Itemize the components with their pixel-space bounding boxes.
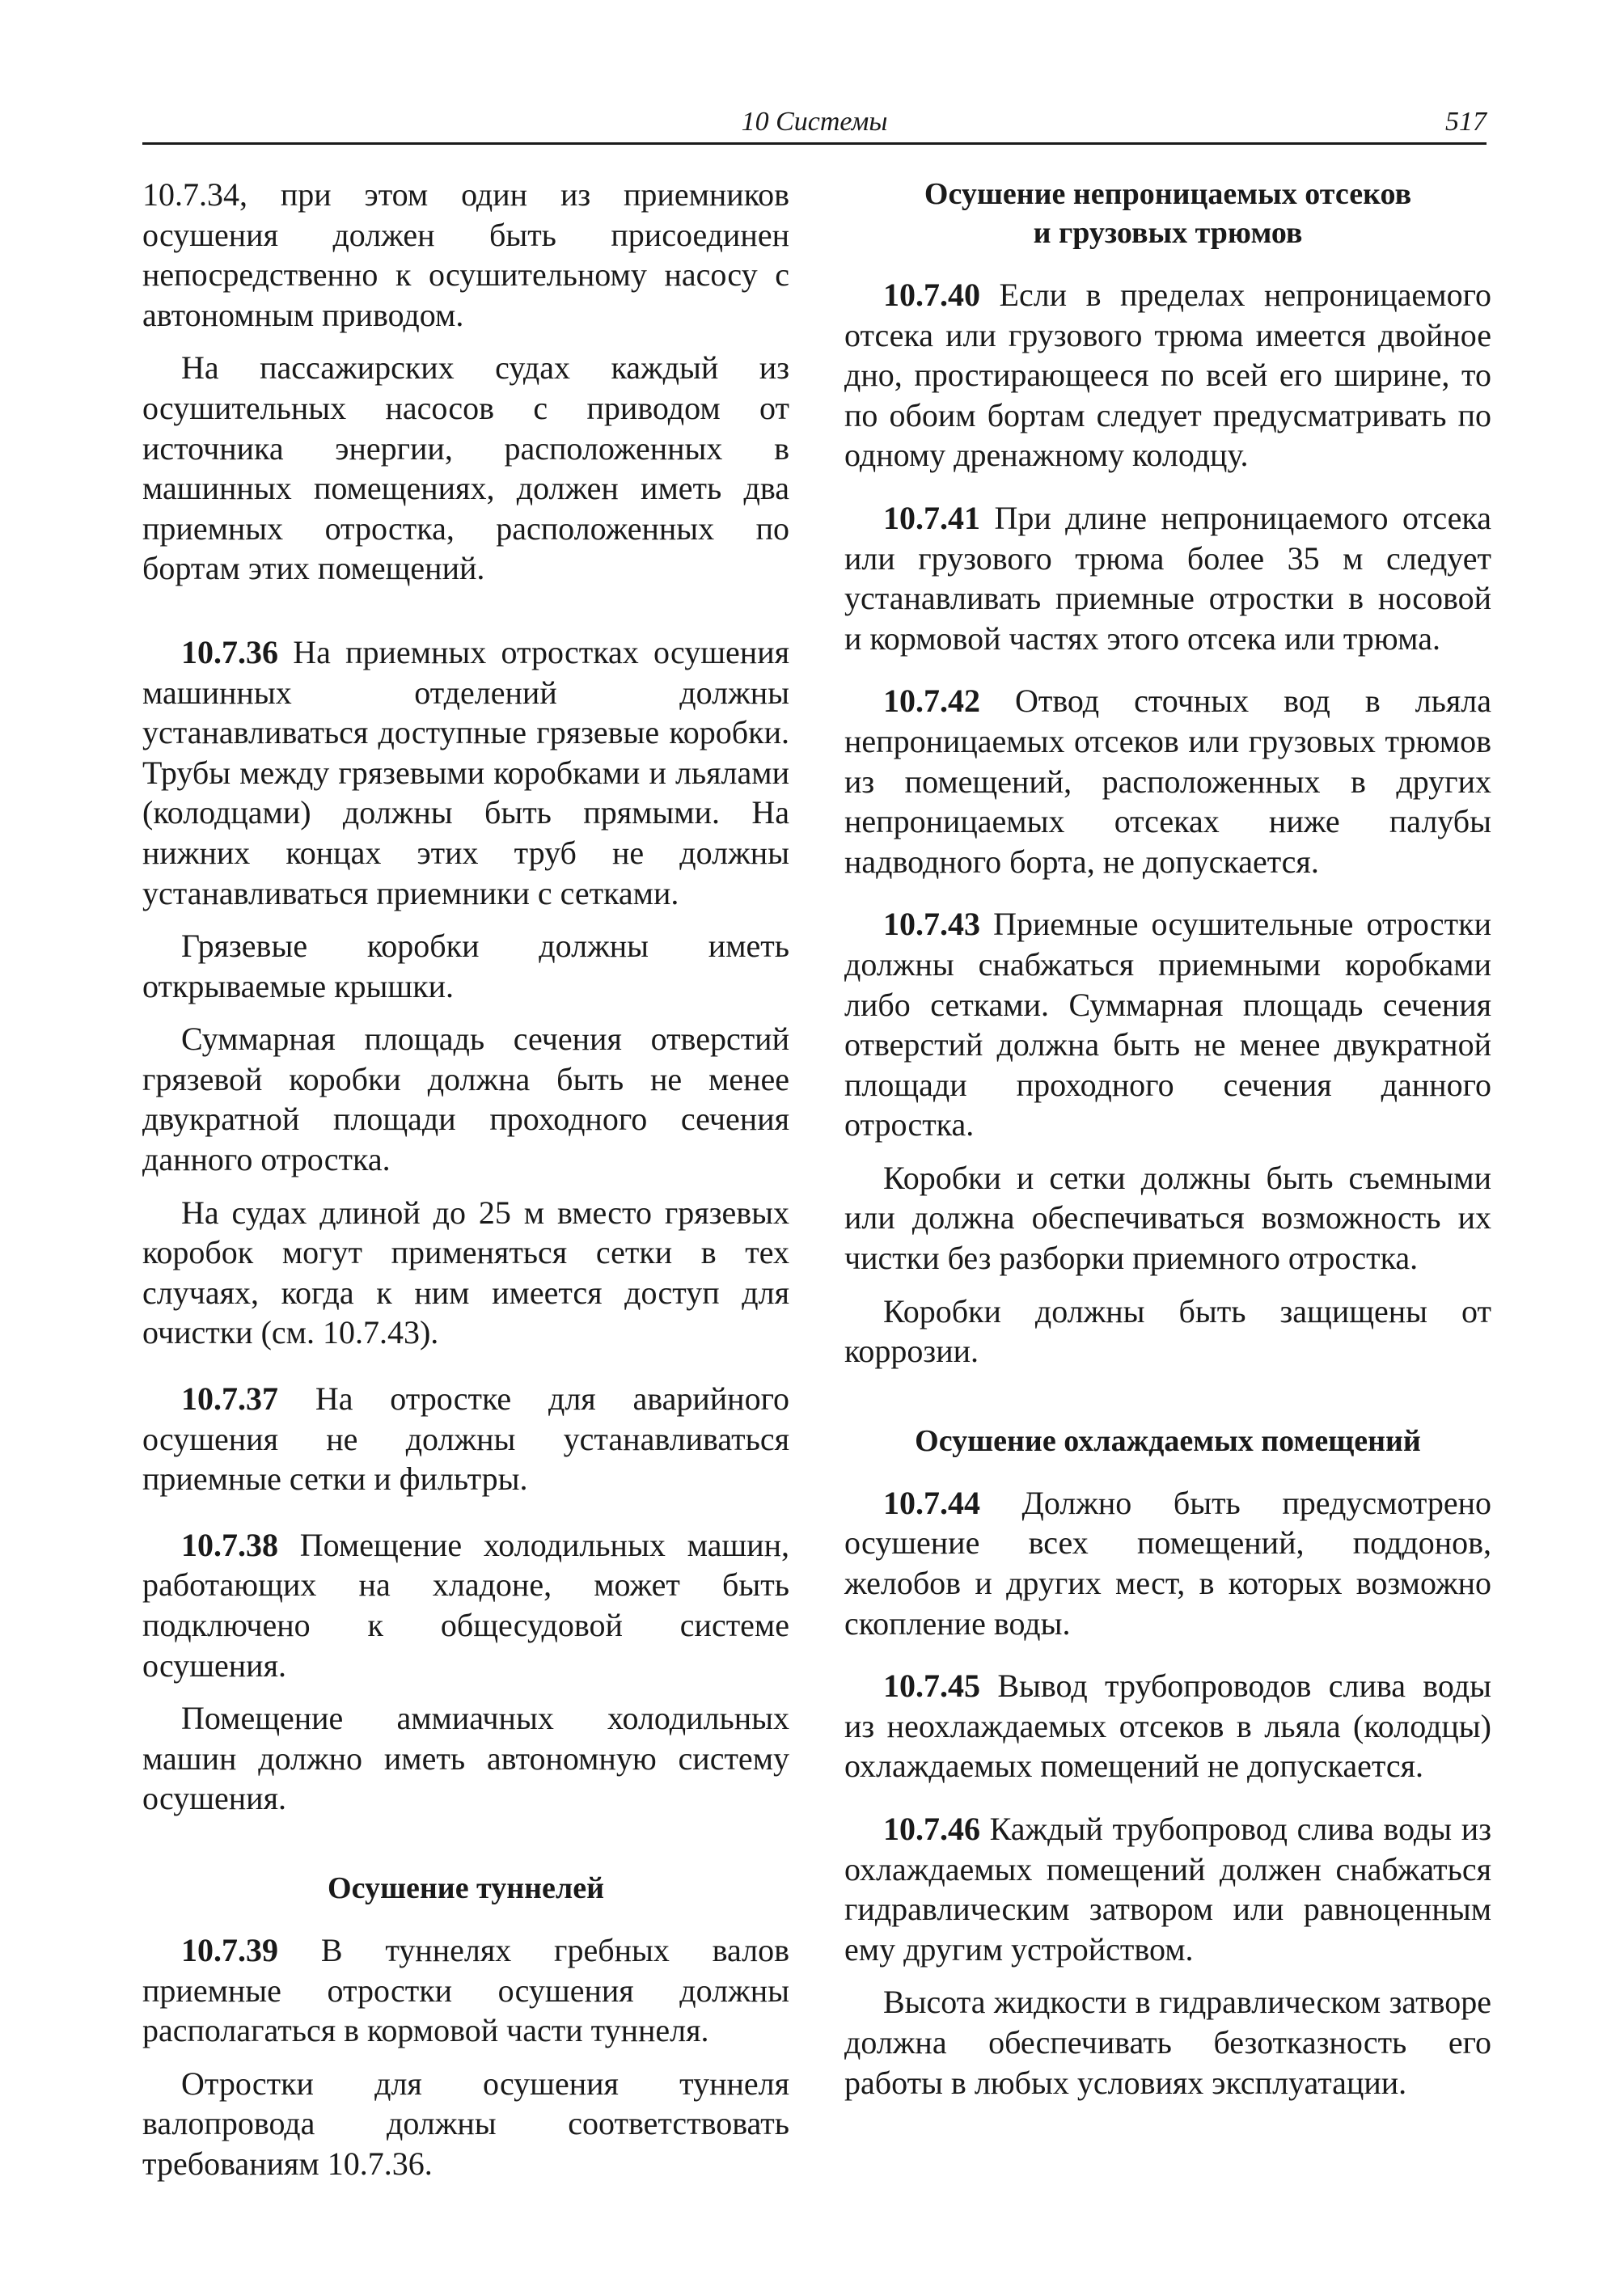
- paragraph: Высота жидкости в гидравлическом затворе должна обеспечивать безотказность его работы в любых условиях эксплуатации.: [844, 1984, 1491, 2101]
- clause-text: Отвод сточных вод в льяла непроницаемых отсеков или грузовых трюмов из помещений, расположенных в других непроницаемых отсеках ниже палубы надводного борта, не допускается.: [844, 683, 1491, 880]
- page-header: [142, 104, 1487, 145]
- clause-text: Если в пределах непроницаемого отсека или грузового трюма имеется двойное дно, простирающееся по всей его ширине, то по обоим бортам следует предусматривать по одному дренажному колодцу.: [844, 277, 1491, 474]
- clause-10-7-45: [844, 1666, 1491, 1786]
- clause-text: Вывод трубопроводов слива воды из неохлаждаемых отсеков в льяла (колодцы) охлаждаемых помещений не допускается.: [844, 1668, 1491, 1785]
- clause-text: Должно быть предусмотрено осушение всех помещений, поддонов, желобов и других мест, в которых возможно скопление воды.: [844, 1484, 1491, 1642]
- clause-10-7-36: [142, 632, 789, 913]
- clause-text: Каждый трубопровод слива воды из охлаждаемых помещений должен снабжаться гидравлическим затвором или равноценным ему другим устройством.: [844, 1811, 1491, 1968]
- clause-10-7-43: [844, 904, 1491, 1145]
- clause-number: 10.7.36: [181, 633, 278, 670]
- left-column: [142, 175, 789, 2197]
- heading-line: и грузовых трюмов: [1033, 216, 1303, 250]
- paragraph: Помещение аммиачных холодильных машин должно иметь автономную систему осушения.: [142, 1700, 789, 1817]
- section-heading-tunnels: Осушение туннелей: [328, 1870, 604, 1905]
- clause-10-7-40: [844, 275, 1491, 476]
- paragraph: Коробки и сетки должны быть съемными или должна обеспечиваться возможность их чистки без разборки приемного отростка.: [844, 1159, 1491, 1277]
- clause-number: 10.7.46: [883, 1811, 980, 1847]
- paragraph: Грязевые коробки должны иметь открываемые крышки.: [142, 928, 789, 1004]
- paragraph: Отростки для осушения туннеля валопровода должны соответствовать требованиям 10.7.36.: [142, 2065, 789, 2182]
- clause-10-7-41: [844, 498, 1491, 658]
- paragraph: Коробки должны быть защищены от коррозии.: [844, 1292, 1491, 1370]
- section-heading-compartments: [844, 175, 1491, 252]
- paragraph: На судах длиной до 25 м вместо грязевых коробок могут применяться сетки в тех случаях, когда к ним имеется доступ для очистки (см. 10.7.43).: [142, 1194, 789, 1351]
- clause-text: При длине непроницаемого отсека или грузового трюма более 35 м следует устанавливать приемные отростки в носовой и кормовой частях этого отсека или трюма.: [844, 499, 1491, 657]
- right-column: [844, 175, 1491, 2116]
- clause-number: 10.7.40: [883, 277, 980, 313]
- heading-line: Осушение непроницаемых отсеков: [924, 177, 1412, 211]
- section-heading-cooled: Осушение охлаждаемых помещений: [915, 1423, 1421, 1458]
- clause-10-7-46: [844, 1809, 1491, 1969]
- clause-number: 10.7.37: [181, 1380, 278, 1418]
- page-number: 517: [1445, 107, 1487, 137]
- clause-10-7-39: [142, 1930, 789, 2051]
- paragraph: На пассажирских судах каждый из осушительных насосов с приводом от источника энергии, расположенных в машинных помещениях, должен иметь два приемных отростка, расположенных по бортам этих помещений.: [142, 349, 789, 587]
- clause-number: 10.7.39: [181, 1931, 278, 1968]
- clause-number: 10.7.38: [181, 1526, 278, 1563]
- clause-number: 10.7.41: [883, 499, 980, 536]
- clause-10-7-37: [142, 1379, 789, 1499]
- clause-10-7-44: [844, 1483, 1491, 1643]
- clause-number: 10.7.44: [883, 1484, 980, 1521]
- clause-text: Приемные осушительные отростки должны снабжаться приемными коробками либо сетками. Суммарная площадь сечения отверстий должна быть не менее двукратной площади проходного сечения данного отростка.: [844, 906, 1491, 1143]
- clause-text: На отростке для аварийного осушения не должны устанавливаться приемные сетки и фильтры.: [142, 1380, 789, 1498]
- running-title: 10 Системы: [741, 107, 888, 137]
- clause-10-7-38: [142, 1525, 789, 1685]
- clause-number: 10.7.45: [883, 1668, 980, 1705]
- paragraph: 10.7.34, при этом один из приемников осушения должен быть присоединен непосредственно к осушительному насосу с автономным приводом.: [142, 176, 789, 333]
- clause-text: Помещение холодильных машин, работающих на хладоне, может быть подключено к общесудовой системе осушения.: [142, 1526, 789, 1684]
- clause-10-7-42: [844, 681, 1491, 881]
- clause-number: 10.7.43: [883, 906, 980, 943]
- clause-text: В туннелях гребных валов приемные отростки осушения должны располагаться в кормовой части туннеля.: [142, 1931, 789, 2049]
- clause-text: На приемных отростках осушения машинных отделений должны устанавливаться доступные грязевые коробки. Трубы между грязевыми коробками и льялами (колодцами) должны быть прямыми. На нижних концах этих труб не должны устанавливаться приемники с сетками.: [142, 633, 789, 911]
- clause-number: 10.7.42: [883, 683, 980, 720]
- paragraph: Суммарная площадь сечения отверстий грязевой коробки должна быть не менее двукратной площади проходного сечения данного отростка.: [142, 1021, 789, 1178]
